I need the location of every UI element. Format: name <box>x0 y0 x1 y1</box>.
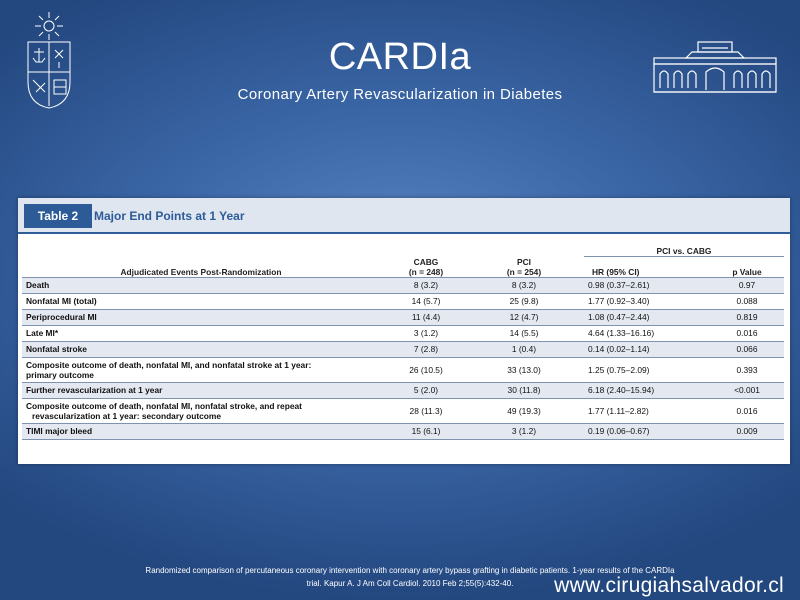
hr-value: 1.25 (0.75–2.09) <box>584 357 710 382</box>
event-name: Late MI* <box>22 325 380 341</box>
p-value: 0.088 <box>710 293 784 309</box>
header-row <box>22 257 784 278</box>
cabg-value: 11 (4.4) <box>380 309 472 325</box>
event-name-line2: primary outcome <box>26 369 94 380</box>
event-name: Further revascularization at 1 year <box>22 382 380 398</box>
table-row <box>22 309 784 325</box>
table-caption: Major End Points at 1 Year <box>94 209 245 223</box>
pci-value: 14 (5.5) <box>472 325 576 341</box>
event-name-line1: Composite outcome of death, nonfatal MI, and nonfatal stroke at 1 year: <box>26 359 312 370</box>
header-pci-vs-cabg: PCI vs. CABG <box>584 236 784 257</box>
hr-value: 4.64 (1.33–16.16) <box>584 325 710 341</box>
header-hr: HR (95% CI) <box>584 257 710 278</box>
header-pci <box>472 257 576 278</box>
hr-value: 6.18 (2.40–15.94) <box>584 382 710 398</box>
p-value: 0.393 <box>710 357 784 382</box>
table-row <box>22 382 784 398</box>
p-value: 0.016 <box>710 325 784 341</box>
header-p-value: p Value <box>710 257 784 278</box>
p-value: 0.016 <box>710 398 784 423</box>
cabg-value: 7 (2.8) <box>380 341 472 357</box>
p-value: 0.066 <box>710 341 784 357</box>
p-value: 0.819 <box>710 309 784 325</box>
header-pci-label: PCI <box>517 256 531 267</box>
hr-value: 1.77 (0.92–3.40) <box>584 293 710 309</box>
table-row <box>22 293 784 309</box>
pci-value: 1 (0.4) <box>472 341 576 357</box>
citation-line1: Randomized comparison of percutaneous coronary intervention with coronary artery bypass grafting in diabetic patients. 1-year results of the CARDIa <box>145 566 675 575</box>
table-card <box>18 198 790 464</box>
event-name <box>22 357 380 382</box>
pci-value: 12 (4.7) <box>472 309 576 325</box>
pci-value: 49 (19.3) <box>472 398 576 423</box>
hr-value: 1.77 (1.11–2.82) <box>584 398 710 423</box>
citation-line2: trial. Kapur A. J Am Coll Cardiol. 2010 Feb 2;55(5):432-40. <box>306 579 514 588</box>
table-header-band <box>18 198 790 234</box>
hr-value: 0.14 (0.02–1.14) <box>584 341 710 357</box>
table-row <box>22 423 784 439</box>
p-value: 0.97 <box>710 277 784 293</box>
event-name: Nonfatal MI (total) <box>22 293 380 309</box>
endpoints-table <box>22 236 784 440</box>
slide-subtitle: Coronary Artery Revascularization in Diabetes <box>237 86 563 103</box>
event-name-line2: revascularization at 1 year: secondary outcome <box>32 410 221 421</box>
hr-value: 1.08 (0.47–2.44) <box>584 309 710 325</box>
header-events: Adjudicated Events Post-Randomization <box>22 257 380 278</box>
table-row <box>22 325 784 341</box>
cabg-value: 28 (11.3) <box>380 398 472 423</box>
cabg-value: 8 (3.2) <box>380 277 472 293</box>
pci-value: 8 (3.2) <box>472 277 576 293</box>
cabg-value: 15 (6.1) <box>380 423 472 439</box>
header-cabg-label: CABG <box>413 256 439 267</box>
table-label: Table 2 <box>24 204 92 228</box>
event-name <box>22 398 380 423</box>
table-row <box>22 357 784 382</box>
event-name: Periprocedural MI <box>22 309 380 325</box>
table-row <box>22 341 784 357</box>
p-value: 0.009 <box>710 423 784 439</box>
pci-value: 3 (1.2) <box>472 423 576 439</box>
header-pci-n: (n = 254) <box>506 266 542 277</box>
pci-value: 30 (11.8) <box>472 382 576 398</box>
header-cabg-n: (n = 248) <box>408 266 444 277</box>
event-name-line1: Composite outcome of death, nonfatal MI, nonfatal stroke, and repeat <box>26 400 302 411</box>
p-value: <0.001 <box>710 382 784 398</box>
website-link[interactable]: www.cirugiahsalvador.cl <box>554 574 784 597</box>
table-row <box>22 277 784 293</box>
cabg-value: 14 (5.7) <box>380 293 472 309</box>
pci-value: 25 (9.8) <box>472 293 576 309</box>
pci-value: 33 (13.0) <box>472 357 576 382</box>
event-name: TIMI major bleed <box>22 423 380 439</box>
event-name: Nonfatal stroke <box>22 341 380 357</box>
cabg-value: 26 (10.5) <box>380 357 472 382</box>
hr-value: 0.98 (0.37–2.61) <box>584 277 710 293</box>
event-name: Death <box>22 277 380 293</box>
table-row <box>22 398 784 423</box>
slide-title: CARDIa <box>328 36 472 78</box>
header-group-row <box>22 236 784 257</box>
cabg-value: 5 (2.0) <box>380 382 472 398</box>
hr-value: 0.19 (0.06–0.67) <box>584 423 710 439</box>
header-cabg <box>380 257 472 278</box>
cabg-value: 3 (1.2) <box>380 325 472 341</box>
